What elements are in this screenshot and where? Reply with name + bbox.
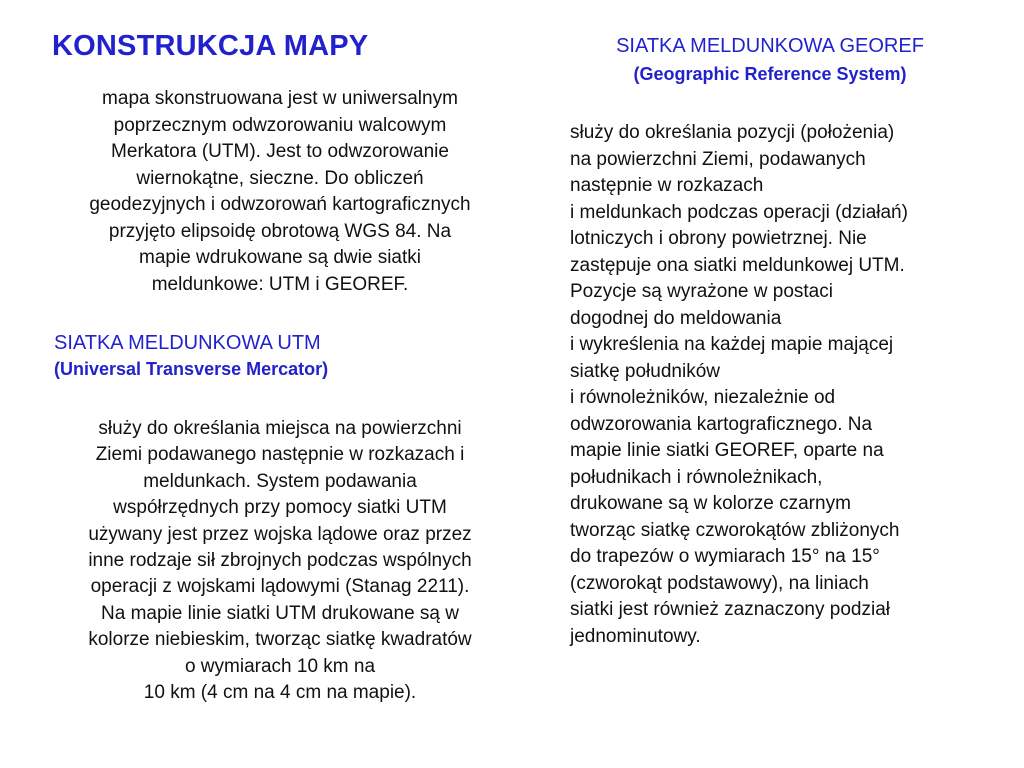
intro-line: meldunkowe: UTM i GEOREF. [151,273,409,295]
utm-line: współrzędnych przy pomocy siatki UTM [113,497,447,519]
georef-heading-title: SIATKA MELDUNKOWA GEOREF [616,35,924,57]
utm-line: służy do określania miejsca na powierzchni [98,418,462,439]
georef-line: południkach i równoleżnikach, [570,466,823,488]
intro-line: wiernokątne, sieczne. Do obliczeń [136,167,424,189]
georef-line: i wykreślenia na każdej mapie mającej [570,334,894,355]
georef-line: odwzorowania kartograficznego. Na [570,413,873,435]
intro-line: poprzecznym odwzorowaniu walcowym [113,114,447,136]
utm-line: kolorze niebieskim, tworząc siatkę kwadratów [88,629,472,651]
utm-line: 10 km (4 cm na 4 cm na mapie). [143,682,417,704]
page-title: KONSTRUKCJA MAPY [52,30,369,62]
georef-line: służy do określania pozycji (położenia) [570,122,895,143]
georef-line: siatki jest również zaznaczony podział [570,599,890,620]
georef-line: i meldunkach podczas operacji (działań) [570,201,908,223]
georef-line: drukowane są w kolorze czarnym [570,493,851,514]
intro-line: mapie wdrukowane są dwie siatki [139,247,421,268]
georef-line: (czworokąt podstawowy), na liniach [570,572,869,594]
intro-line: geodezyjnych i odwzorowań kartograficznych [89,194,471,215]
georef-heading-subtitle: (Geographic Reference System) [633,64,907,84]
georef-section-heading [560,32,980,88]
georef-line: na powierzchni Ziemi, podawanych [570,148,866,170]
intro-paragraph [44,86,516,298]
georef-line: do trapezów o wymiarach 15° na 15° [570,546,880,567]
utm-paragraph [40,416,520,706]
georef-line: mapie linie siatki GEOREF, oparte na [570,440,884,461]
georef-line: jednominutowy. [570,625,701,647]
georef-line: dogodnej do meldowania [570,307,782,329]
utm-heading-title: SIATKA MELDUNKOWA UTM [54,332,321,354]
utm-line: używany jest przez wojska lądowe oraz przez [88,523,472,545]
georef-line: siatkę południków [570,360,720,382]
utm-line: operacji z wojskami lądowymi (Stanag 2211). [90,576,470,598]
georef-line: zastępuje ona siatki meldunkowej UTM. [570,254,905,276]
utm-heading-subtitle: (Universal Transverse Mercator) [54,359,329,379]
utm-line: Na mapie linie siatki UTM drukowane są w [101,602,459,624]
utm-section-heading [54,330,328,382]
utm-line: Ziemi podawanego następnie w rozkazach i [95,444,465,466]
utm-line: inne rodzaje sił zbrojnych podczas wspólnych [88,550,472,572]
georef-line: następnie w rozkazach [570,175,764,196]
georef-line: Pozycje są wyrażone w postaci [570,281,833,302]
utm-line: meldunkach. System podawania [143,470,417,492]
intro-line: Merkatora (UTM). Jest to odwzorowanie [111,141,449,162]
georef-line: tworząc siatkę czworokątów zbliżonych [570,519,900,541]
georef-line: i równoleżników, niezależnie od [570,387,836,408]
georef-paragraph [570,120,990,650]
georef-line: lotniczych i obrony powietrznej. Nie [570,228,867,249]
utm-line: o wymiarach 10 km na [184,655,376,677]
intro-line: przyjęto elipsoidę obrotową WGS 84. Na [108,220,452,242]
intro-line: mapa skonstruowana jest w uniwersalnym [102,88,458,109]
